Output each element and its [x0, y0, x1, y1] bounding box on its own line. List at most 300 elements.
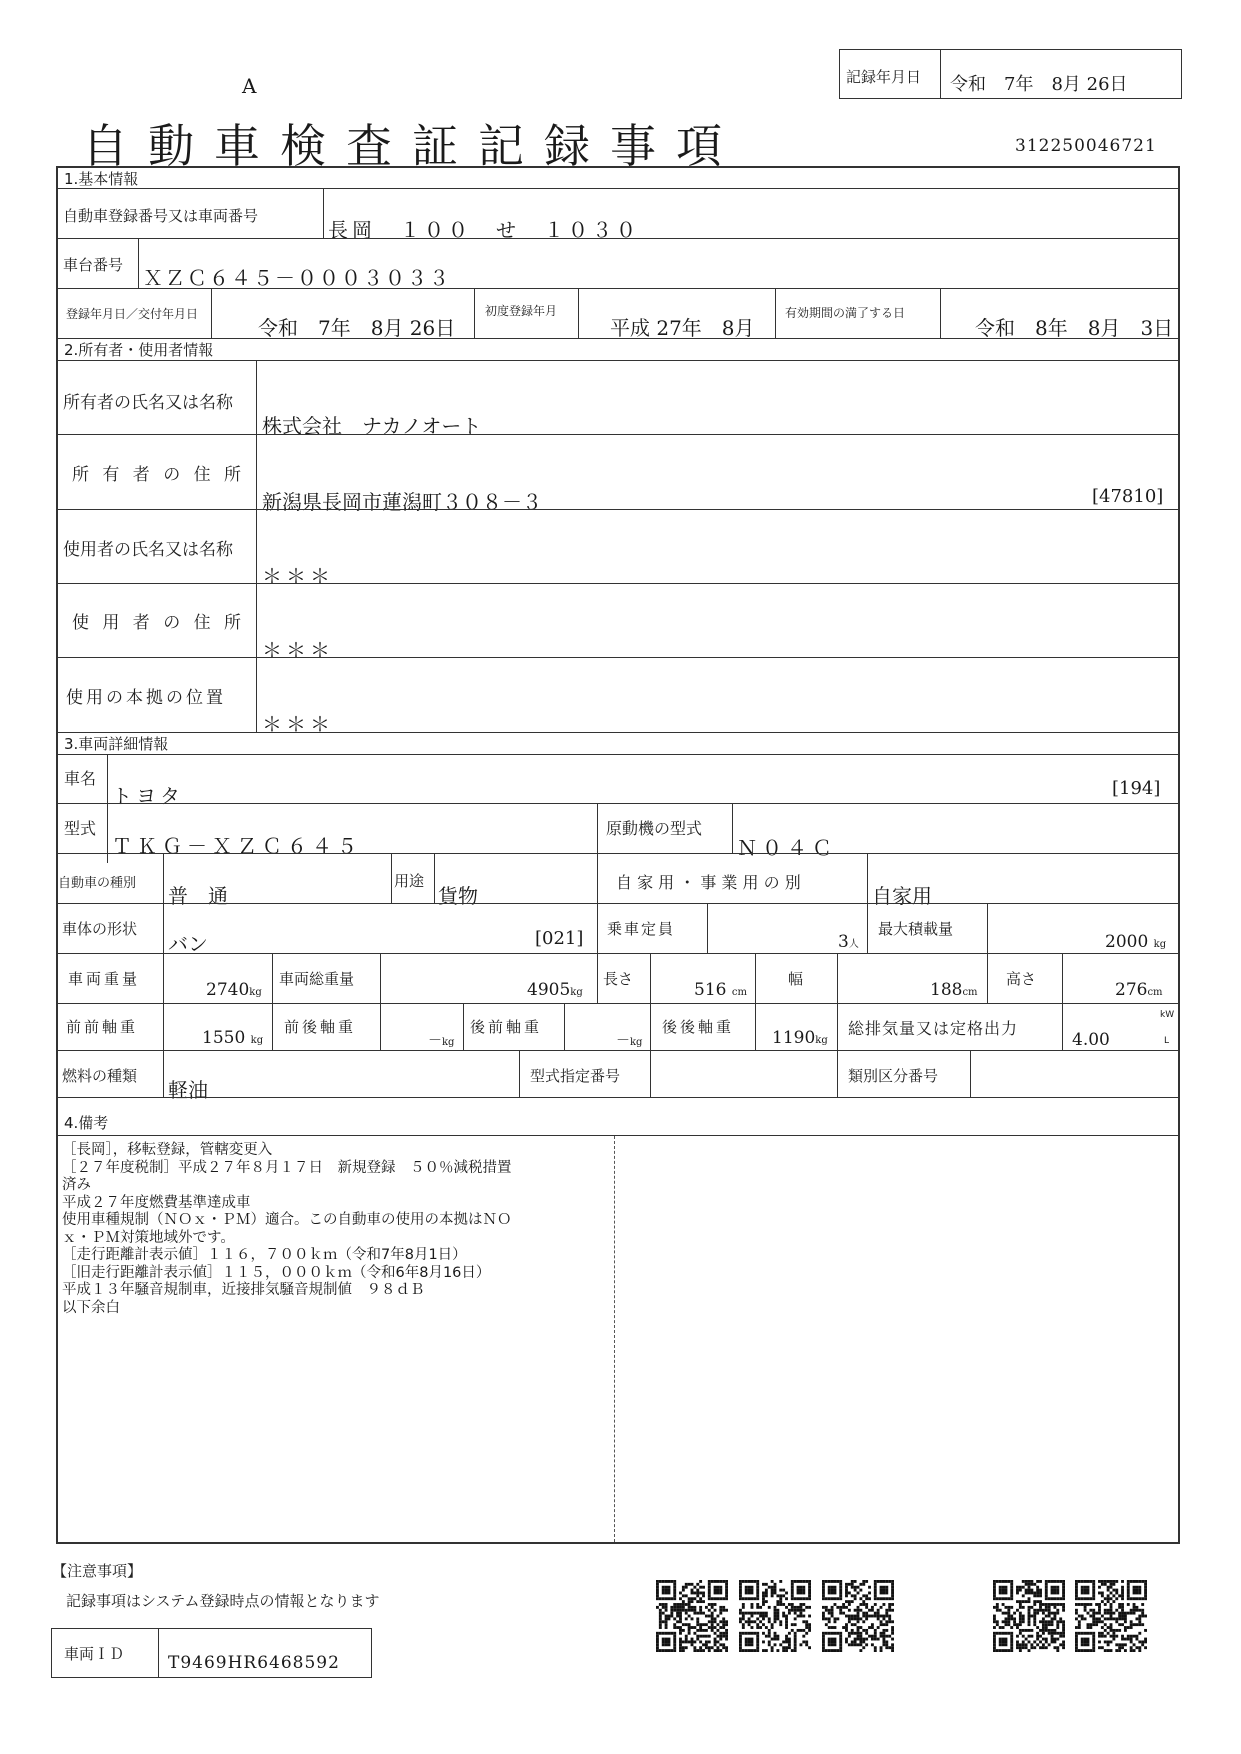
qr-module	[851, 1586, 854, 1589]
qr-module	[762, 1615, 765, 1618]
qr-module	[1028, 1597, 1031, 1600]
height-value	[1115, 980, 1163, 1000]
qr-module	[996, 1649, 999, 1652]
qr-module	[779, 1580, 782, 1583]
qr-module	[808, 1626, 811, 1629]
qr-module	[882, 1635, 885, 1638]
qr-module	[1121, 1638, 1124, 1641]
qr-module	[805, 1606, 808, 1609]
qr-module	[802, 1580, 805, 1583]
qr-module	[716, 1589, 719, 1592]
qr-module	[1084, 1609, 1087, 1612]
qr-module	[999, 1643, 1002, 1646]
qr-module	[834, 1640, 837, 1643]
qr-module	[662, 1592, 665, 1595]
qr-module	[762, 1640, 765, 1643]
qr-module	[665, 1640, 668, 1643]
qr-module	[1045, 1615, 1048, 1618]
qr-module	[1010, 1643, 1013, 1646]
qr-module	[799, 1615, 802, 1618]
qr-module	[1075, 1640, 1078, 1643]
qr-module	[1144, 1583, 1147, 1586]
qr-module	[1087, 1638, 1090, 1641]
qr-module	[1104, 1635, 1107, 1638]
qr-module	[880, 1586, 883, 1589]
qr-module	[1010, 1646, 1013, 1649]
qr-module	[722, 1643, 725, 1646]
qr-module	[691, 1617, 694, 1620]
qr-module	[702, 1649, 705, 1652]
qr-module	[1133, 1612, 1136, 1615]
qr-module	[696, 1594, 699, 1597]
qr-module	[782, 1589, 785, 1592]
qr-module	[882, 1603, 885, 1606]
qr-module	[765, 1615, 768, 1618]
qr-module	[799, 1643, 802, 1646]
qr-module	[1002, 1638, 1005, 1641]
qr-module	[1089, 1615, 1092, 1618]
qr-module	[799, 1592, 802, 1595]
qr-module	[673, 1597, 676, 1600]
qr-module	[1007, 1597, 1010, 1600]
qr-module	[794, 1640, 797, 1643]
qr-module	[1075, 1617, 1078, 1620]
qr-module	[1138, 1646, 1141, 1649]
qr-module	[756, 1638, 759, 1641]
qr-module	[1110, 1580, 1113, 1583]
qr-module	[891, 1638, 894, 1641]
qr-module	[1016, 1586, 1019, 1589]
qr-module	[888, 1580, 891, 1583]
user-name-label: 使用者の氏名又は名称	[63, 540, 233, 560]
section-heading-vehicle: 3.車両詳細情報	[64, 735, 169, 753]
qr-module	[1030, 1583, 1033, 1586]
qr-module	[831, 1597, 834, 1600]
qr-module	[831, 1649, 834, 1652]
qr-module	[1087, 1586, 1090, 1589]
qr-module	[857, 1626, 860, 1629]
qr-module	[834, 1603, 837, 1606]
qr-module	[839, 1589, 842, 1592]
divider	[732, 803, 733, 853]
qr-module	[768, 1635, 771, 1638]
qr-module	[771, 1623, 774, 1626]
qr-module	[802, 1609, 805, 1612]
qr-module	[714, 1649, 717, 1652]
length-unit: cm	[731, 987, 747, 998]
qr-module	[1133, 1586, 1136, 1589]
qr-module	[882, 1589, 885, 1592]
qr-module	[1084, 1632, 1087, 1635]
qr-module	[725, 1583, 728, 1586]
qr-module	[1118, 1603, 1121, 1606]
owner-address-code: [47810]	[1092, 486, 1164, 507]
qr-module	[1042, 1617, 1045, 1620]
qr-module	[834, 1626, 837, 1629]
qr-module	[1005, 1632, 1008, 1635]
qr-module	[828, 1640, 831, 1643]
qr-module	[1087, 1626, 1090, 1629]
divider	[775, 288, 776, 338]
car-name-label: 車名	[64, 769, 97, 788]
qr-module	[1098, 1606, 1101, 1609]
qr-module	[1104, 1649, 1107, 1652]
qr-module	[854, 1617, 857, 1620]
qr-module	[1110, 1592, 1113, 1595]
qr-module	[854, 1597, 857, 1600]
qr-module	[1053, 1597, 1056, 1600]
qr-module	[802, 1640, 805, 1643]
qr-module	[656, 1646, 659, 1649]
qr-module	[839, 1594, 842, 1597]
qr-module	[1078, 1649, 1081, 1652]
qr-module	[1025, 1600, 1028, 1603]
qr-module	[685, 1612, 688, 1615]
use-label: 用途	[394, 872, 425, 890]
qr-module	[1135, 1597, 1138, 1600]
qr-module	[831, 1580, 834, 1583]
qr-module	[1019, 1589, 1022, 1592]
qr-module	[808, 1646, 811, 1649]
qr-module	[1135, 1606, 1138, 1609]
qr-module	[1048, 1603, 1051, 1606]
qr-module	[1107, 1609, 1110, 1612]
displacement-unit-kw: kW	[1160, 1010, 1175, 1020]
qr-module	[1110, 1626, 1113, 1629]
qr-module	[839, 1638, 842, 1641]
qr-module	[665, 1606, 668, 1609]
qr-module	[845, 1626, 848, 1629]
qr-module	[1045, 1609, 1048, 1612]
qr-module	[1019, 1649, 1022, 1652]
notice-text: 記録事項はシステム登録時点の情報となります	[66, 1592, 380, 1610]
qr-module	[1016, 1643, 1019, 1646]
qr-module	[1092, 1623, 1095, 1626]
qr-module	[1118, 1617, 1121, 1620]
qr-module	[751, 1640, 754, 1643]
qr-module	[822, 1606, 825, 1609]
qr-module	[1144, 1580, 1147, 1583]
qr-module	[719, 1592, 722, 1595]
qr-module	[891, 1580, 894, 1583]
qr-module	[691, 1597, 694, 1600]
qr-module	[1110, 1583, 1113, 1586]
qr-module	[808, 1583, 811, 1586]
qr-module	[1039, 1603, 1042, 1606]
qr-module	[1056, 1638, 1059, 1641]
document-number: 312250046721	[1015, 136, 1157, 156]
vehicle-id-label: 車両ＩＤ	[64, 1645, 125, 1663]
qr-module	[779, 1620, 782, 1623]
qr-module	[759, 1615, 762, 1618]
qr-module	[676, 1620, 679, 1623]
rf-axle-number: －	[616, 1033, 630, 1049]
qr-module	[1056, 1649, 1059, 1652]
qr-module	[1019, 1646, 1022, 1649]
qr-module	[774, 1620, 777, 1623]
qr-module	[842, 1612, 845, 1615]
qr-module	[1101, 1580, 1104, 1583]
qr-module	[1101, 1626, 1104, 1629]
fuel-type-value: 軽油	[168, 1078, 208, 1102]
qr-module	[1075, 1643, 1078, 1646]
qr-module	[1087, 1640, 1090, 1643]
qr-module	[1101, 1594, 1104, 1597]
qr-module	[722, 1620, 725, 1623]
qr-module	[656, 1606, 659, 1609]
qr-module	[1135, 1609, 1138, 1612]
qr-module	[874, 1612, 877, 1615]
qr-module	[762, 1617, 765, 1620]
qr-module	[759, 1626, 762, 1629]
qr-module	[1124, 1638, 1127, 1641]
qr-module	[751, 1580, 754, 1583]
width-number: 188	[930, 980, 963, 1000]
qr-module	[1144, 1640, 1147, 1643]
qr-module	[739, 1589, 742, 1592]
qr-module	[1051, 1638, 1054, 1641]
qr-module	[756, 1617, 759, 1620]
qr-module	[673, 1580, 676, 1583]
qr-module	[831, 1592, 834, 1595]
qr-module	[745, 1638, 748, 1641]
qr-module	[785, 1606, 788, 1609]
qr-module	[791, 1623, 794, 1626]
qr-module	[699, 1609, 702, 1612]
qr-module	[1118, 1629, 1121, 1632]
qr-module	[859, 1649, 862, 1652]
qr-module	[688, 1632, 691, 1635]
qr-module	[845, 1638, 848, 1641]
qr-module	[868, 1609, 871, 1612]
page-title: 自動車検査証記録事項	[82, 119, 742, 173]
qr-module	[688, 1626, 691, 1629]
qr-module	[865, 1597, 868, 1600]
qr-module	[1095, 1603, 1098, 1606]
qr-module	[708, 1603, 711, 1606]
qr-module	[1010, 1635, 1013, 1638]
qr-module	[1075, 1612, 1078, 1615]
divider	[107, 754, 108, 863]
qr-module	[714, 1597, 717, 1600]
qr-module	[1112, 1589, 1115, 1592]
qr-module	[1130, 1638, 1133, 1641]
qr-module	[848, 1583, 851, 1586]
qr-module	[1138, 1623, 1141, 1626]
qr-module	[691, 1583, 694, 1586]
qr-module	[771, 1586, 774, 1589]
qr-module	[1002, 1597, 1005, 1600]
qr-module	[1051, 1640, 1054, 1643]
qr-module	[1028, 1583, 1031, 1586]
qr-module	[716, 1586, 719, 1589]
qr-module	[739, 1609, 742, 1612]
qr-module	[1101, 1632, 1104, 1635]
qr-module	[854, 1609, 857, 1612]
qr-module	[748, 1592, 751, 1595]
qr-module	[711, 1612, 714, 1615]
qr-module	[776, 1638, 779, 1641]
qr-module	[799, 1580, 802, 1583]
qr-module	[877, 1580, 880, 1583]
qr-module	[888, 1620, 891, 1623]
qr-module	[1051, 1612, 1054, 1615]
qr-module	[725, 1594, 728, 1597]
qr-module	[716, 1615, 719, 1618]
qr-module	[1056, 1612, 1059, 1615]
qr-module	[1033, 1623, 1036, 1626]
remarks-line: 以下余白	[62, 1299, 120, 1316]
qr-module	[1124, 1612, 1127, 1615]
qr-module	[1087, 1580, 1090, 1583]
qr-module	[779, 1589, 782, 1592]
qr-module	[716, 1580, 719, 1583]
qr-module	[691, 1589, 694, 1592]
remarks-column-divider	[614, 1136, 615, 1542]
qr-module	[1104, 1580, 1107, 1583]
qr-module	[1053, 1586, 1056, 1589]
qr-module	[719, 1620, 722, 1623]
qr-module	[708, 1626, 711, 1629]
qr-module	[1048, 1620, 1051, 1623]
qr-module	[785, 1620, 788, 1623]
qr-module	[1016, 1592, 1019, 1595]
qr-module	[885, 1597, 888, 1600]
qr-module	[865, 1606, 868, 1609]
qr-module	[1022, 1643, 1025, 1646]
qr-module	[688, 1606, 691, 1609]
qr-module	[1025, 1638, 1028, 1641]
qr-module	[1092, 1592, 1095, 1595]
qr-module	[1112, 1580, 1115, 1583]
gross-weight-unit: kg	[570, 987, 583, 998]
qr-module	[1036, 1600, 1039, 1603]
qr-module	[679, 1649, 682, 1652]
qr-module	[862, 1640, 865, 1643]
qr-module	[848, 1609, 851, 1612]
qr-module	[1036, 1635, 1039, 1638]
qr-module	[751, 1638, 754, 1641]
divider	[564, 1003, 565, 1050]
qr-module	[822, 1646, 825, 1649]
qr-module	[788, 1603, 791, 1606]
qr-module	[722, 1597, 725, 1600]
qr-module	[725, 1586, 728, 1589]
qr-module	[996, 1623, 999, 1626]
qr-module	[659, 1615, 662, 1618]
qr-module	[673, 1609, 676, 1612]
qr-module	[1121, 1615, 1124, 1618]
qr-module	[993, 1592, 996, 1595]
qr-module	[1133, 1589, 1136, 1592]
qr-module	[1075, 1626, 1078, 1629]
qr-module	[1101, 1583, 1104, 1586]
qr-module	[993, 1646, 996, 1649]
qr-module	[999, 1609, 1002, 1612]
qr-module	[662, 1649, 665, 1652]
qr-module	[1115, 1635, 1118, 1638]
qr-module	[682, 1609, 685, 1612]
qr-module	[839, 1597, 842, 1600]
qr-module	[1087, 1603, 1090, 1606]
qr-module	[656, 1594, 659, 1597]
qr-module	[679, 1615, 682, 1618]
qr-module	[1078, 1615, 1081, 1618]
qr-module	[1019, 1600, 1022, 1603]
qr-module	[857, 1632, 860, 1635]
qr-module	[1030, 1635, 1033, 1638]
qr-module	[1075, 1638, 1078, 1641]
qr-module	[859, 1583, 862, 1586]
qr-module	[1042, 1638, 1045, 1641]
qr-module	[659, 1632, 662, 1635]
qr-module	[1144, 1592, 1147, 1595]
qr-module	[1005, 1623, 1008, 1626]
rr-axle-unit: kg	[815, 1035, 828, 1046]
qr-module	[742, 1597, 745, 1600]
qr-module	[882, 1629, 885, 1632]
qr-module	[688, 1597, 691, 1600]
qr-module	[668, 1649, 671, 1652]
qr-module	[1092, 1594, 1095, 1597]
qr-module	[1053, 1603, 1056, 1606]
qr-module	[996, 1580, 999, 1583]
qr-module	[742, 1649, 745, 1652]
qr-module	[848, 1603, 851, 1606]
qr-module	[759, 1612, 762, 1615]
qr-module	[1062, 1583, 1065, 1586]
qr-module	[1121, 1580, 1124, 1583]
qr-module	[719, 1609, 722, 1612]
qr-module	[857, 1620, 860, 1623]
qr-module	[805, 1620, 808, 1623]
qr-module	[993, 1638, 996, 1641]
divider	[463, 1003, 464, 1050]
qr-module	[1005, 1580, 1008, 1583]
qr-module	[688, 1583, 691, 1586]
qr-module	[854, 1632, 857, 1635]
qr-module	[880, 1623, 883, 1626]
qr-module	[848, 1600, 851, 1603]
qr-module	[711, 1580, 714, 1583]
qr-module	[797, 1589, 800, 1592]
qr-module	[1062, 1606, 1065, 1609]
qr-module	[825, 1580, 828, 1583]
qr-module	[765, 1612, 768, 1615]
qr-module	[1087, 1589, 1090, 1592]
qr-module	[797, 1609, 800, 1612]
qr-module	[1098, 1635, 1101, 1638]
qr-module	[1092, 1586, 1095, 1589]
qr-module	[1028, 1606, 1031, 1609]
qr-module	[702, 1629, 705, 1632]
vehicle-weight-label: 車両重量	[68, 970, 141, 988]
qr-module	[1130, 1646, 1133, 1649]
qr-module	[794, 1612, 797, 1615]
qr-module	[748, 1617, 751, 1620]
qr-module	[1133, 1635, 1136, 1638]
divider	[56, 657, 1180, 658]
qr-module	[1019, 1620, 1022, 1623]
qr-module	[791, 1589, 794, 1592]
qr-module	[714, 1589, 717, 1592]
qr-module	[705, 1629, 708, 1632]
qr-module	[676, 1603, 679, 1606]
notice-title: 【注意事項】	[52, 1562, 143, 1580]
qr-code-icon	[739, 1580, 811, 1652]
qr-module	[857, 1592, 860, 1595]
qr-module	[1002, 1586, 1005, 1589]
